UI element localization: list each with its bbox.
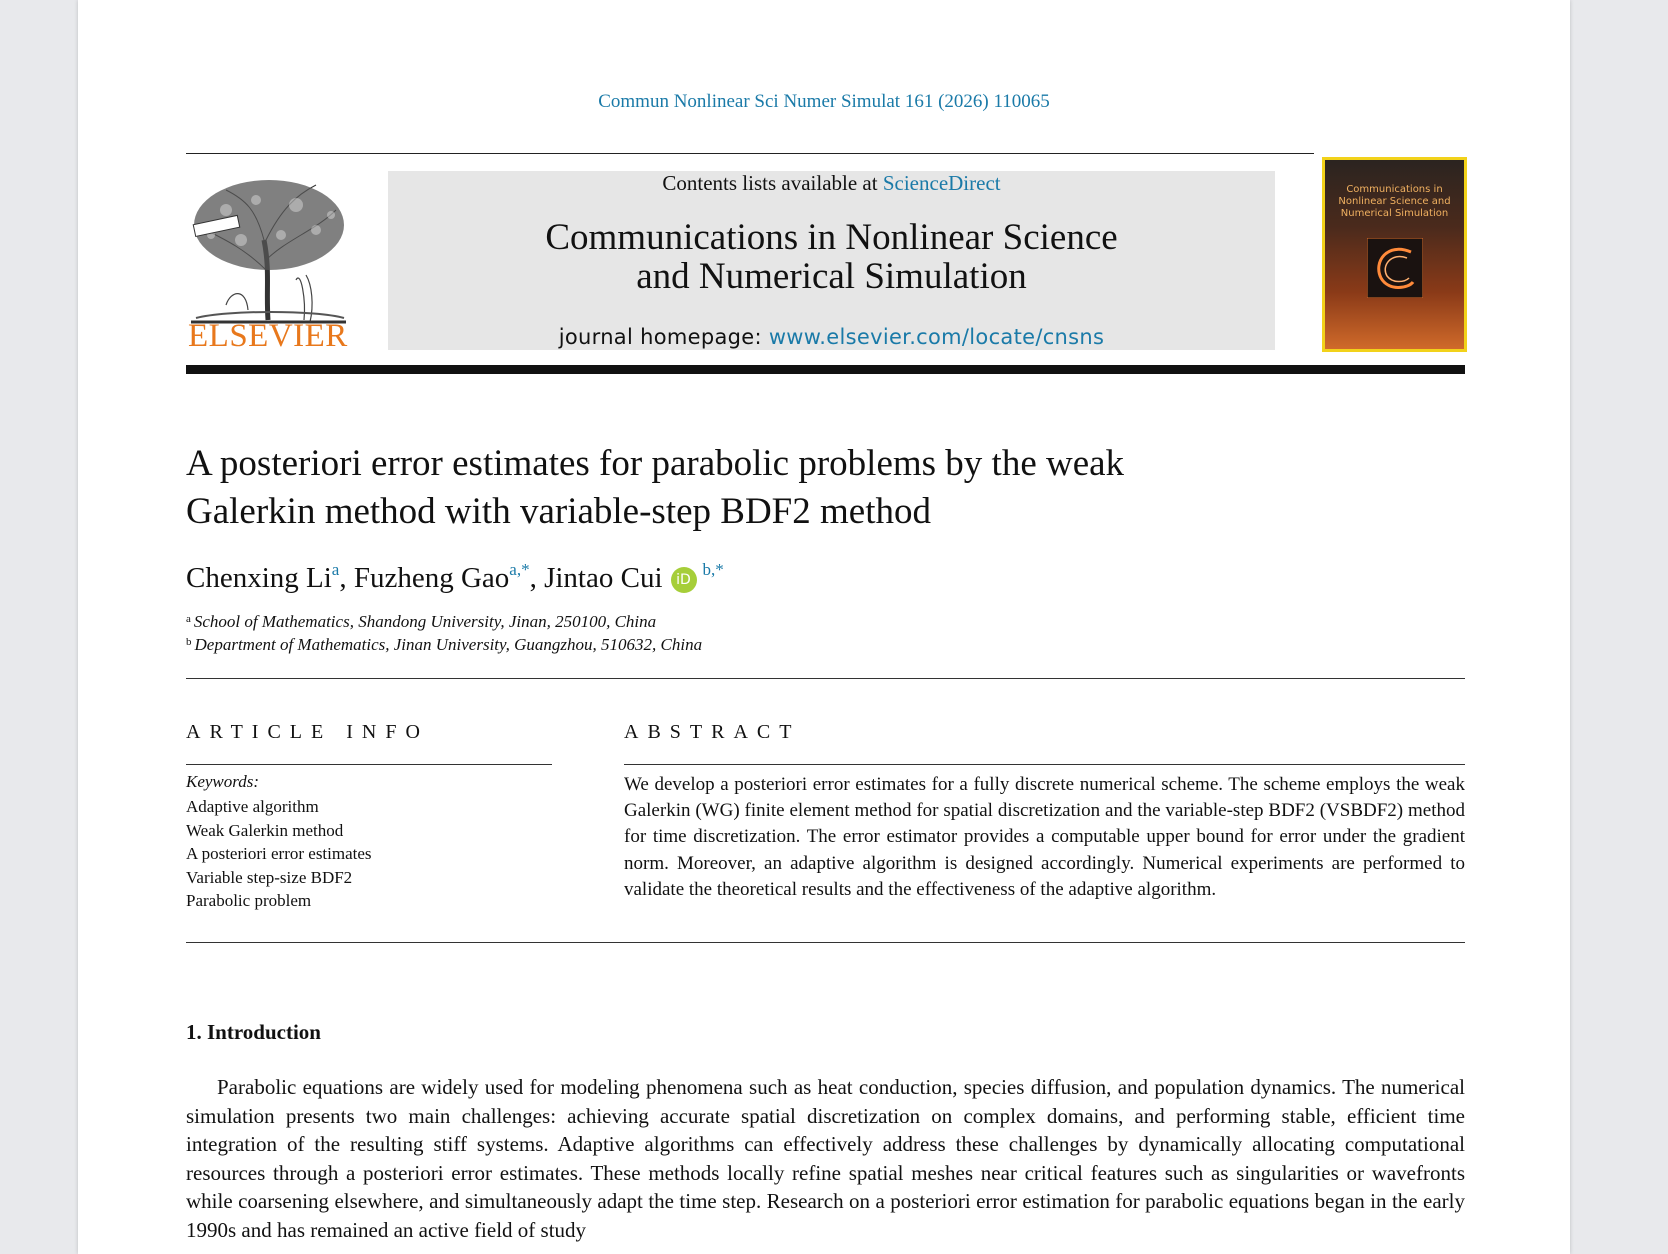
cover-art-icon xyxy=(1367,238,1423,298)
keyword-item: Adaptive algorithm xyxy=(186,797,319,816)
cover-title: Communications in Nonlinear Science and Numerical Simulation xyxy=(1338,184,1451,219)
body-paragraph xyxy=(186,1073,1465,1245)
keyword-item: Weak Galerkin method xyxy=(186,820,344,840)
keywords-list xyxy=(186,795,372,913)
journal-title-line1: Communications in Nonlinear Science xyxy=(545,217,1118,258)
section-rule xyxy=(186,678,1465,679)
keyword-item: Variable step-size BDF2 xyxy=(186,867,353,887)
pdf-page xyxy=(78,0,1570,1254)
affiliation xyxy=(186,612,656,632)
affiliation-mark: b xyxy=(186,636,192,648)
contents-line xyxy=(388,171,1275,196)
homepage-prefix: journal homepage: xyxy=(558,325,769,349)
author-name: Jintao Cui xyxy=(544,562,663,594)
affiliation-text: School of Mathematics, Shandong University, Jinan, 250100, China xyxy=(193,612,657,631)
article-title xyxy=(186,440,1336,536)
section-heading: 1. Introduction xyxy=(186,1020,321,1044)
journal-homepage xyxy=(388,325,1275,349)
header-rule xyxy=(186,153,1314,154)
article-info-heading: ARTICLE INFO xyxy=(186,721,429,743)
abstract-heading: ABSTRACT xyxy=(624,721,801,743)
homepage-link[interactable]: www.elsevier.com/locate/cnsns xyxy=(768,325,1105,349)
keyword-item: Parabolic problem xyxy=(186,891,312,910)
author-affiliation-mark[interactable]: b,* xyxy=(702,560,724,579)
elsevier-wordmark: ELSEVIER xyxy=(188,318,348,354)
article-title-line1: A posteriori error estimates for parabolic problems by the weak xyxy=(186,443,1125,484)
author-name: Chenxing Li xyxy=(186,562,332,594)
affiliation-text: Department of Mathematics, Jinan University, Guangzhou, 510632, China xyxy=(194,635,703,654)
paragraph-text: Parabolic equations are widely used for modeling phenomena such as heat conduction, species diffusion, and population dynamics. The numerical simulation presents two main challenges: achieving accurate spatial discretization on complex domains, and performing stable, efficient time integration of the resulting stiff systems. Adaptive algorithms can effectively address these challenges by dynamically allocating computational resources through a posteriori error estimates. These methods locally refine spatial meshes near critical features such as singularities or wavefronts while coarsening elsewhere, and simultaneously adapt the time step. Research on a posteriori error estimation for parabolic equations began in the early 1990s and has remained an active field of study xyxy=(186,1075,1465,1242)
keyword-item: A posteriori error estimates xyxy=(186,844,372,863)
abstract-text: We develop a posteriori error estimates for a fully discrete numerical scheme. The scheme employs the weak Galerkin (WG) finite element method for spatial discretization and the variable-step BDF2 (VSBDF2) method for time discretization. The error estimator provides a computable upper bound for error under the gradient norm. Moreover, an adaptive algorithm is designed accordingly. Numerical experiments are performed to validate the theoretical results and the effectiveness of the adaptive algorithm. xyxy=(624,774,1465,900)
article-title-line2: Galerkin method with variable-step BDF2 method xyxy=(186,491,931,532)
journal-cover-image[interactable] xyxy=(1322,157,1467,352)
keywords-label: Keywords: xyxy=(186,772,260,791)
journal-title-line2: and Numerical Simulation xyxy=(636,256,1027,297)
author-name: Fuzheng Gao xyxy=(353,562,510,594)
orcid-icon[interactable]: iD xyxy=(671,567,697,593)
author-affiliation-mark[interactable]: a xyxy=(331,560,340,579)
article-info-rule xyxy=(186,764,552,765)
sciencedirect-link[interactable]: ScienceDirect xyxy=(882,171,1001,195)
affiliation xyxy=(186,635,702,655)
contents-prefix: Contents lists available at xyxy=(662,171,883,195)
author-list: Chenxing Li$^a$, Fuzheng Gao$^{a,*}$, Jintao Cui $iD^{b,*}$ xyxy=(186,560,724,594)
header-thick-rule xyxy=(186,365,1465,374)
journal-title xyxy=(388,218,1275,296)
abstract-rule xyxy=(624,764,1465,765)
author-affiliation-mark[interactable]: a,* xyxy=(509,560,530,579)
section-rule xyxy=(186,942,1465,943)
affiliation-mark: a xyxy=(186,613,191,625)
journal-citation[interactable]: Commun Nonlinear Sci Numer Simulat 161 (2026) 110065 xyxy=(598,91,1050,112)
